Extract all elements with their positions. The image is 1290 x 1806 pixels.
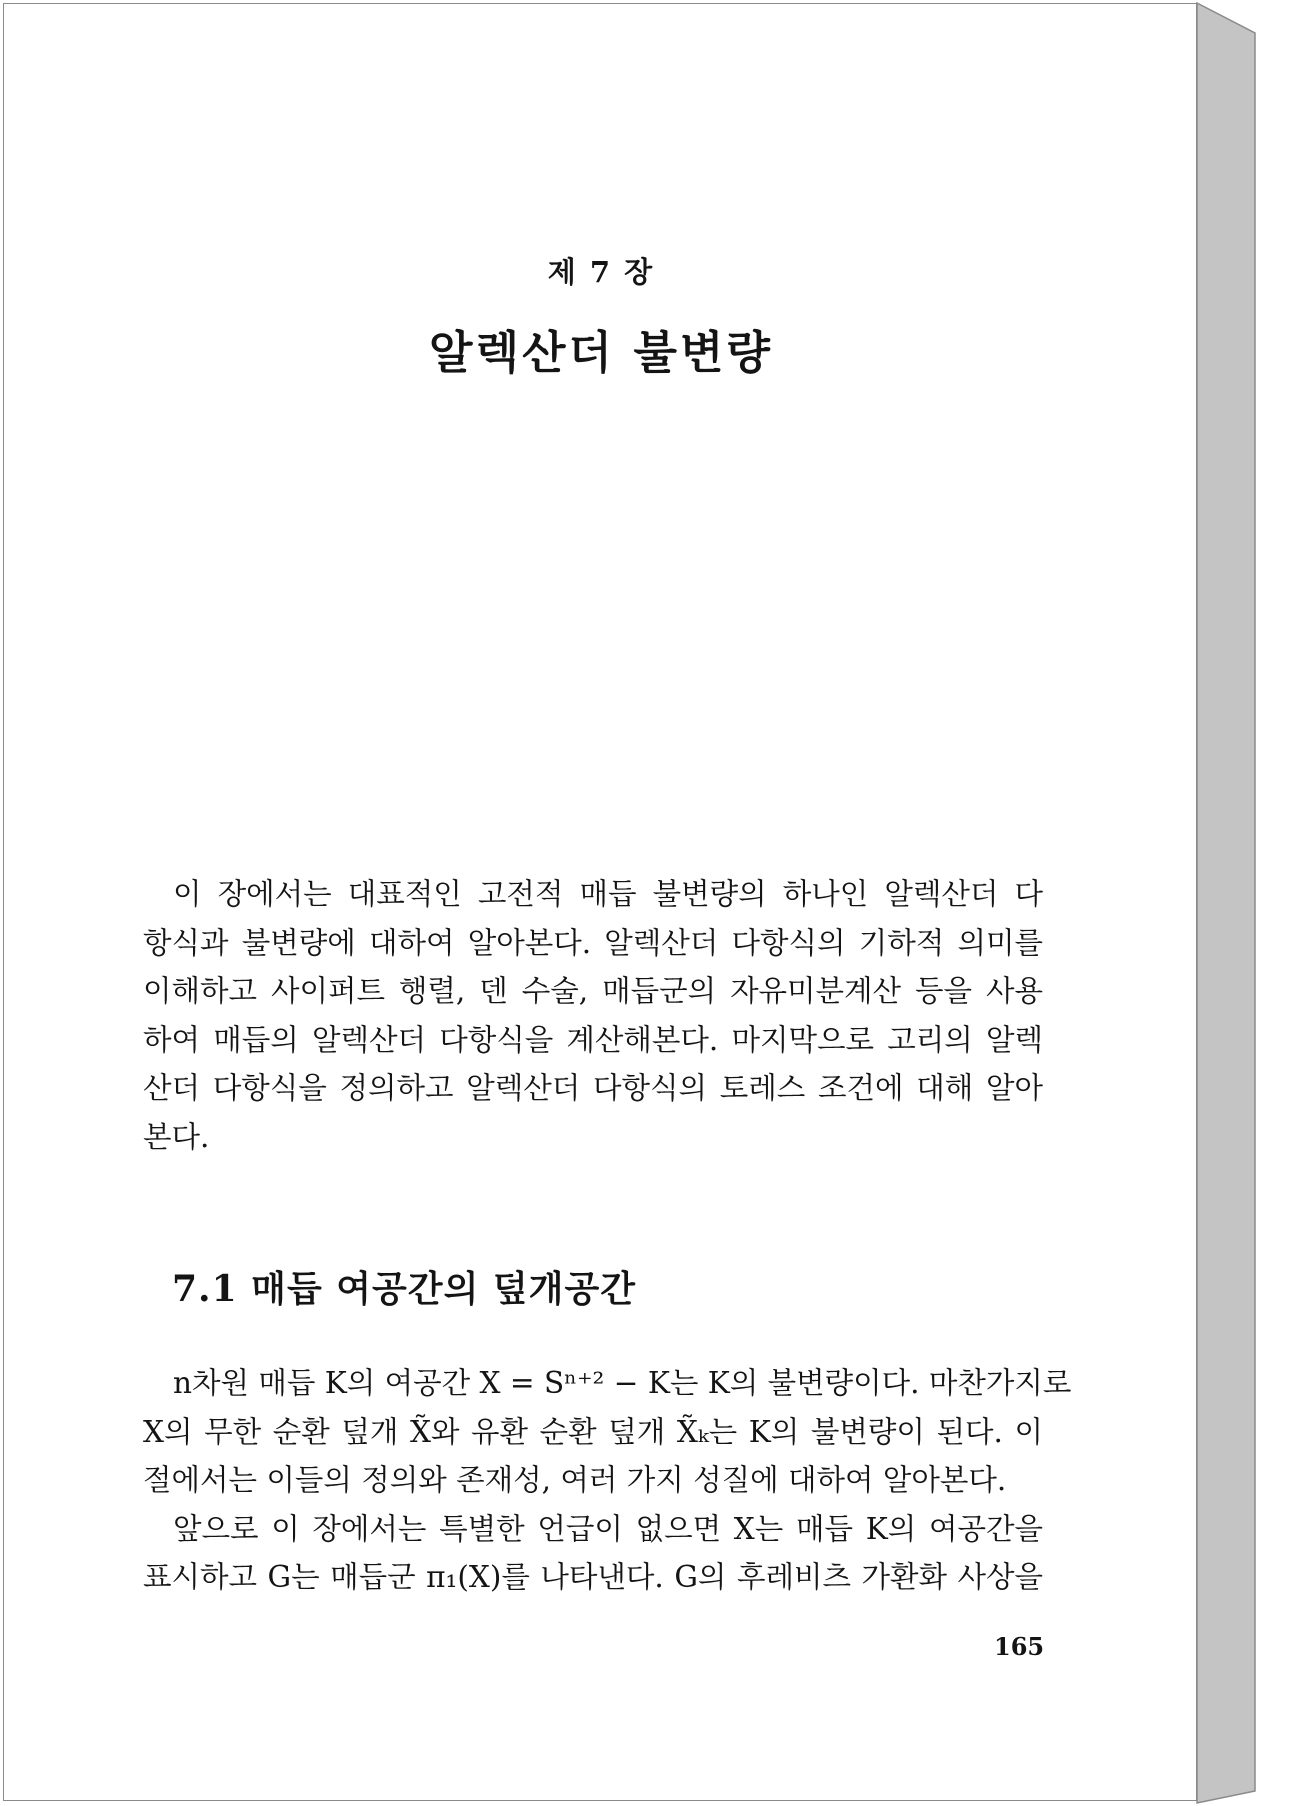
intro-line: 이해하고 사이퍼트 행렬, 덴 수술, 매듭군의 자유미분계산 등을 사용 — [143, 974, 1043, 1008]
body-line: 앞으로 이 장에서는 특별한 언급이 없으면 X는 매듭 K의 여공간을 — [173, 1511, 1043, 1546]
page-number: 165 — [994, 1632, 1045, 1661]
intro-line: 이 장에서는 대표적인 고전적 매듭 불변량의 하나인 알렉산더 다 — [173, 877, 1043, 911]
chapter-label: 제 7 장 — [547, 255, 655, 289]
body-line: n차원 매듭 K의 여공간 X = Sⁿ⁺² − K는 K의 불변량이다. 마찬가지로 — [173, 1366, 1072, 1400]
chapter-title: 알렉산더 불변량 — [429, 326, 773, 379]
intro-line: 산더 다항식을 정의하고 알렉산더 다항식의 토레스 조건에 대해 알아 — [143, 1071, 1043, 1105]
body-line: X의 무한 순환 덮개 X̃와 유환 순환 덮개 X̃ₖ는 K의 불변량이 된다. 이 — [143, 1414, 1043, 1449]
intro-paragraph — [143, 870, 1043, 1161]
book-page — [3, 3, 1197, 1801]
section-heading: 7.1 매듭 여공간의 덮개공간 — [172, 1268, 636, 1310]
body-line: 절에서는 이들의 정의와 존재성, 여러 가지 성질에 대하여 알아본다. — [143, 1463, 1007, 1497]
intro-line: 항식과 불변량에 대하여 알아본다. 알렉산더 다항식의 기하적 의미를 — [143, 925, 1043, 960]
intro-line: 하여 매듭의 알렉산더 다항식을 계산해본다. 마지막으로 고리의 알렉 — [143, 1022, 1043, 1057]
intro-line: 본다. — [143, 1119, 210, 1154]
body-line: 표시하고 G는 매듭군 π₁(X)를 나타낸다. G의 후레비츠 가환화 사상을 — [143, 1560, 1043, 1594]
body-paragraph — [143, 1359, 1072, 1602]
